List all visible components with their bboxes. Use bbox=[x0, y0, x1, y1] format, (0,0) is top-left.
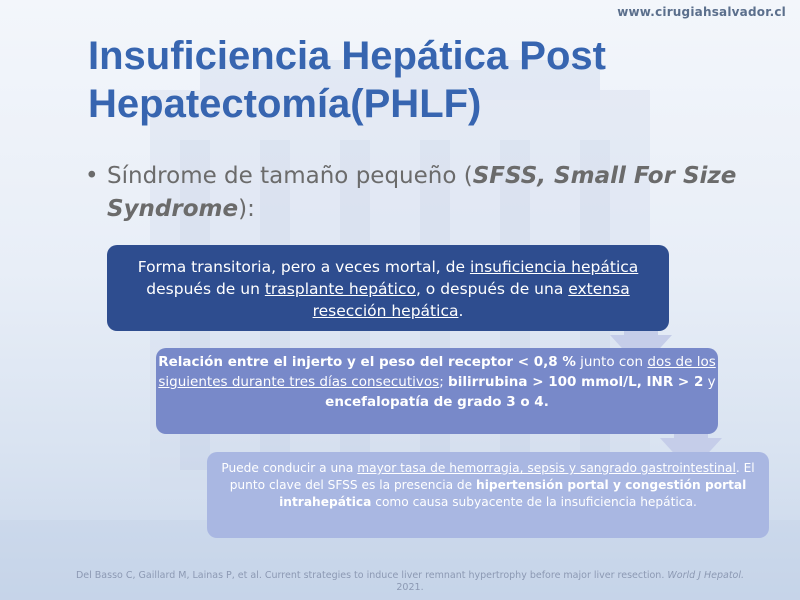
bullet-suffix: ): bbox=[238, 196, 255, 222]
box1-text: , o después de una bbox=[415, 280, 569, 298]
reference-citation bbox=[40, 570, 780, 594]
reference-year: 2021. bbox=[396, 582, 424, 593]
box3-text: como causa subyacente de la insuficiencia hepática. bbox=[371, 495, 697, 509]
reference-text: Del Basso C, Gaillard M, Lainas P, et al. Current strategies to induce liver remnant hypertrophy before major liver resection. bbox=[75, 570, 668, 581]
box2-bold: bilirrubina > 100 mmol/L, INR > 2 bbox=[448, 374, 704, 390]
box1-underline: extensa resección hepática bbox=[312, 280, 630, 320]
flow-box-consequences bbox=[207, 452, 769, 538]
box1-text: después de un bbox=[146, 280, 265, 298]
bullet-item bbox=[85, 160, 785, 226]
bullet-emphasis: SFSS, Small For Size Syndrome bbox=[107, 163, 737, 222]
box1-underline: insuficiencia hepática bbox=[469, 258, 639, 276]
box2-underline: dos de los siguientes durante tres días consecutivos bbox=[158, 354, 716, 390]
box2-bold: encefalopatía de grado 3 o 4. bbox=[325, 394, 549, 410]
box3-text: . El punto clave del SFSS es la presencia de bbox=[229, 461, 755, 492]
flow-box-criteria bbox=[156, 348, 718, 434]
flow-box-definition bbox=[107, 245, 669, 331]
site-url: www.cirugiahsalvador.cl bbox=[617, 5, 786, 19]
bullet-prefix: Síndrome de tamaño pequeño ( bbox=[107, 163, 473, 189]
box1-underline: trasplante hepático bbox=[264, 280, 416, 298]
box2-text: y bbox=[703, 374, 716, 390]
box1-text: Forma transitoria, pero a veces mortal, de bbox=[137, 258, 470, 276]
slide-title: Insuficiencia Hepática Post Hepatectomía(PHLF) bbox=[88, 34, 606, 126]
box1-text: . bbox=[458, 302, 464, 320]
box2-text: ; bbox=[439, 374, 449, 390]
box2-text: junto con bbox=[575, 354, 648, 370]
box3-bold: hipertensión portal y congestión portal intrahepática bbox=[279, 478, 747, 509]
box3-underline: mayor tasa de hemorragia, sepsis y sangrado gastrointestinal bbox=[357, 461, 736, 475]
box3-text: Puede conducir a una bbox=[221, 461, 358, 475]
bullet-dot: • bbox=[85, 163, 99, 189]
box2-bold: Relación entre el injerto y el peso del receptor < 0,8 % bbox=[158, 354, 576, 370]
reference-journal: World J Hepatol. bbox=[667, 570, 745, 581]
